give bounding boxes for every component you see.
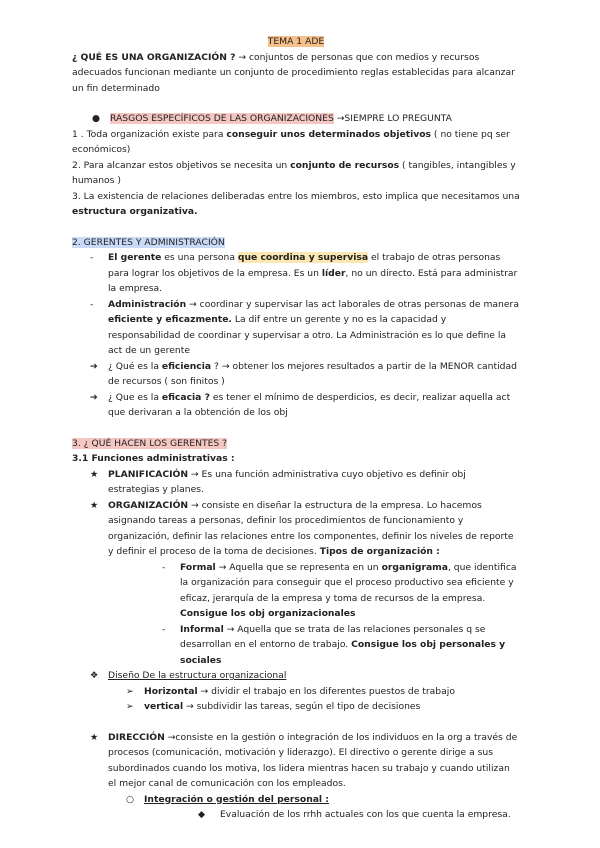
text-bold: conjunto de recursos	[290, 159, 400, 171]
gerentes-heading	[72, 235, 520, 251]
text-bold: Formal	[180, 561, 216, 573]
text-bold: PLANIFICACIÓN	[108, 468, 189, 480]
q1-answer: → conjuntos de personas que con medios y recursos adecuados funcionan mediante un conjunto de procedimiento reglas establecidas para alcanzar un fin determinado	[72, 51, 515, 94]
text-bold: líder	[321, 267, 346, 279]
text: 3. La existencia de relaciones deliberadas entre los miembros, esto implica que necesitamos una	[72, 190, 520, 202]
text-underlined: Diseño De la estructura organizacional	[108, 670, 287, 681]
text-bold: organigrama	[381, 561, 448, 573]
text: ¿ Que es la	[108, 391, 162, 403]
section-title: 3. ¿ QUÉ HACEN LOS GERENTES ?	[72, 437, 228, 449]
text-bold: estructura organizativa.	[72, 206, 198, 217]
text: ? → obtener los mejores resultados a partir de la MENOR cantidad de recursos ( son finitos )	[108, 360, 517, 387]
text: →consiste en la gestión o integración de los individuos en la org a través de procesos (comunicación, motivación y liderazgo). El directivo o gerente dirige a sus subordinados cuando los motiva, los lidera mientras hacen su trabajo y cuando utilizan el mejor canal de comunicación con los empleados.	[108, 731, 518, 789]
text: , no un directo. Está para administrar la empresa.	[108, 267, 518, 294]
list-item	[72, 684, 520, 700]
rasgos-note: →SIEMPRE LO PREGUNTA	[333, 113, 452, 124]
text: → Es una función administrativa cuyo objetivo es definir obj estrategias y planes.	[108, 468, 466, 495]
funciones-subheading	[72, 451, 520, 467]
text: → Aquella que se trata de las relaciones personales q se desarrollan en el entorno de trabajo.	[180, 623, 486, 650]
list-item	[72, 730, 520, 792]
text-bold: ORGANIZACIÓN	[108, 499, 189, 511]
text: el trabajo de otras personas para lograr los objetivos de la empresa. Es un	[108, 252, 501, 279]
text-bold: eficacia ?	[161, 391, 210, 403]
text-bold: Consigue los obj organizacionales	[180, 608, 356, 619]
bullet-icon: ●	[92, 113, 101, 124]
que-hacen-heading	[72, 436, 520, 452]
text: ( no tiene pq ser económicos)	[72, 128, 510, 155]
list-item	[72, 297, 520, 359]
q1-question: ¿ QUÉ ES UNA ORGANIZACIÓN ?	[72, 51, 236, 63]
text: es una persona	[161, 252, 238, 263]
rasgos-point-1	[72, 127, 520, 158]
triangle-arrow-icon: ➢	[126, 701, 134, 712]
star-icon: ★	[90, 499, 99, 511]
text: → dividir el trabajo en los diferentes puestos de trabajo	[197, 685, 455, 697]
dash-bullet: -	[90, 298, 94, 310]
list-item	[72, 250, 520, 297]
text: ( tangibles, intangibles y humanos )	[72, 159, 516, 186]
list-item	[72, 622, 520, 669]
text: Evaluación de los rrhh actuales con los que cuenta la empresa.	[220, 809, 511, 820]
dash-bullet: -	[162, 561, 166, 573]
list-item	[72, 668, 520, 684]
text: → Aquella que se representa en un	[215, 561, 382, 573]
title-text: TEMA 1 ADE	[267, 36, 325, 47]
star-icon: ★	[90, 468, 99, 480]
document-title	[72, 34, 520, 50]
text-bold: conseguir unos determinados objetivos	[226, 128, 432, 140]
text: 1 . Toda organización existe para	[72, 128, 227, 140]
dash-bullet: -	[90, 252, 94, 263]
rasgos-point-3	[72, 189, 520, 220]
arrow-bullet-icon: ➔	[90, 360, 98, 372]
black-diamond-icon: ◆	[198, 809, 206, 820]
list-item	[72, 792, 520, 808]
text-bold: Informal	[180, 623, 224, 635]
rasgos-point-2	[72, 158, 520, 189]
section-title: 2. GERENTES Y ADMINISTRACIÓN	[72, 236, 225, 248]
text: es tener el mínimo de desperdicios, es decir, realizar aquella act que derivaran a la obtención de los obj	[108, 391, 511, 418]
list-item	[72, 699, 520, 715]
text-highlight: que coordina y supervisa	[237, 252, 369, 263]
q1-paragraph	[72, 50, 520, 97]
text-bold: DIRECCIÓN	[108, 731, 165, 743]
list-item	[72, 390, 520, 421]
text-bold: Tipos de organización :	[319, 546, 440, 557]
list-item	[72, 560, 520, 622]
list-item	[72, 807, 520, 823]
text-bold: vertical	[144, 701, 184, 712]
circle-bullet-icon: ○	[126, 793, 135, 805]
text-bold-underlined: Integración o gestión del personal :	[144, 793, 329, 805]
text: 2. Para alcanzar estos objetivos se necesita un	[72, 159, 291, 171]
text-bold: Administración	[108, 298, 187, 310]
text: → subdividir las tareas, según el tipo de decisiones	[183, 701, 421, 712]
diamond-bullet-icon: ❖	[90, 670, 99, 681]
text-bold: Horizontal	[144, 685, 198, 697]
text-bold: eficiencia	[161, 360, 212, 372]
text: , que identifica la organización para conseguir que el proceso productivo sea eficiente y eficaz, jerarquía de la empresa y toma de recursos de la empresa.	[180, 561, 517, 604]
text: La dif entre un gerente y no es la capacidad y responsabilidad de coordinar y supervisar a otro. La Administración es lo que define la act de un gerente	[108, 314, 507, 356]
list-item	[72, 467, 520, 498]
text: ¿ Qué es la	[108, 360, 162, 372]
arrow-bullet-icon: ➔	[90, 391, 98, 403]
rasgos-title: RASGOS ESPECÍFICOS DE LAS ORGANIZACIONES	[110, 113, 334, 124]
text: → consiste en diseñar la estructura de la empresa. Lo hacemos asignando tareas a personas, definir los procedimientos de funcionamiento y organización, definir las relaciones entre los componentes, definir los niveles de reporte y definir el proceso de la toma de decisiones.	[108, 499, 514, 557]
triangle-arrow-icon: ➢	[126, 685, 134, 697]
list-item	[72, 498, 520, 560]
text-bold: eficiente y eficazmente.	[108, 314, 232, 325]
rasgos-heading	[72, 111, 520, 127]
text-bold: Consigue los obj personales y sociales	[180, 639, 506, 666]
dash-bullet: -	[162, 623, 166, 635]
text: → coordinar y supervisar las act laborales de otras personas de manera	[186, 298, 519, 310]
subtitle: 3.1 Funciones administrativas :	[72, 453, 235, 464]
star-icon: ★	[90, 731, 99, 743]
text-bold: El gerente	[108, 252, 162, 263]
list-item	[72, 359, 520, 390]
